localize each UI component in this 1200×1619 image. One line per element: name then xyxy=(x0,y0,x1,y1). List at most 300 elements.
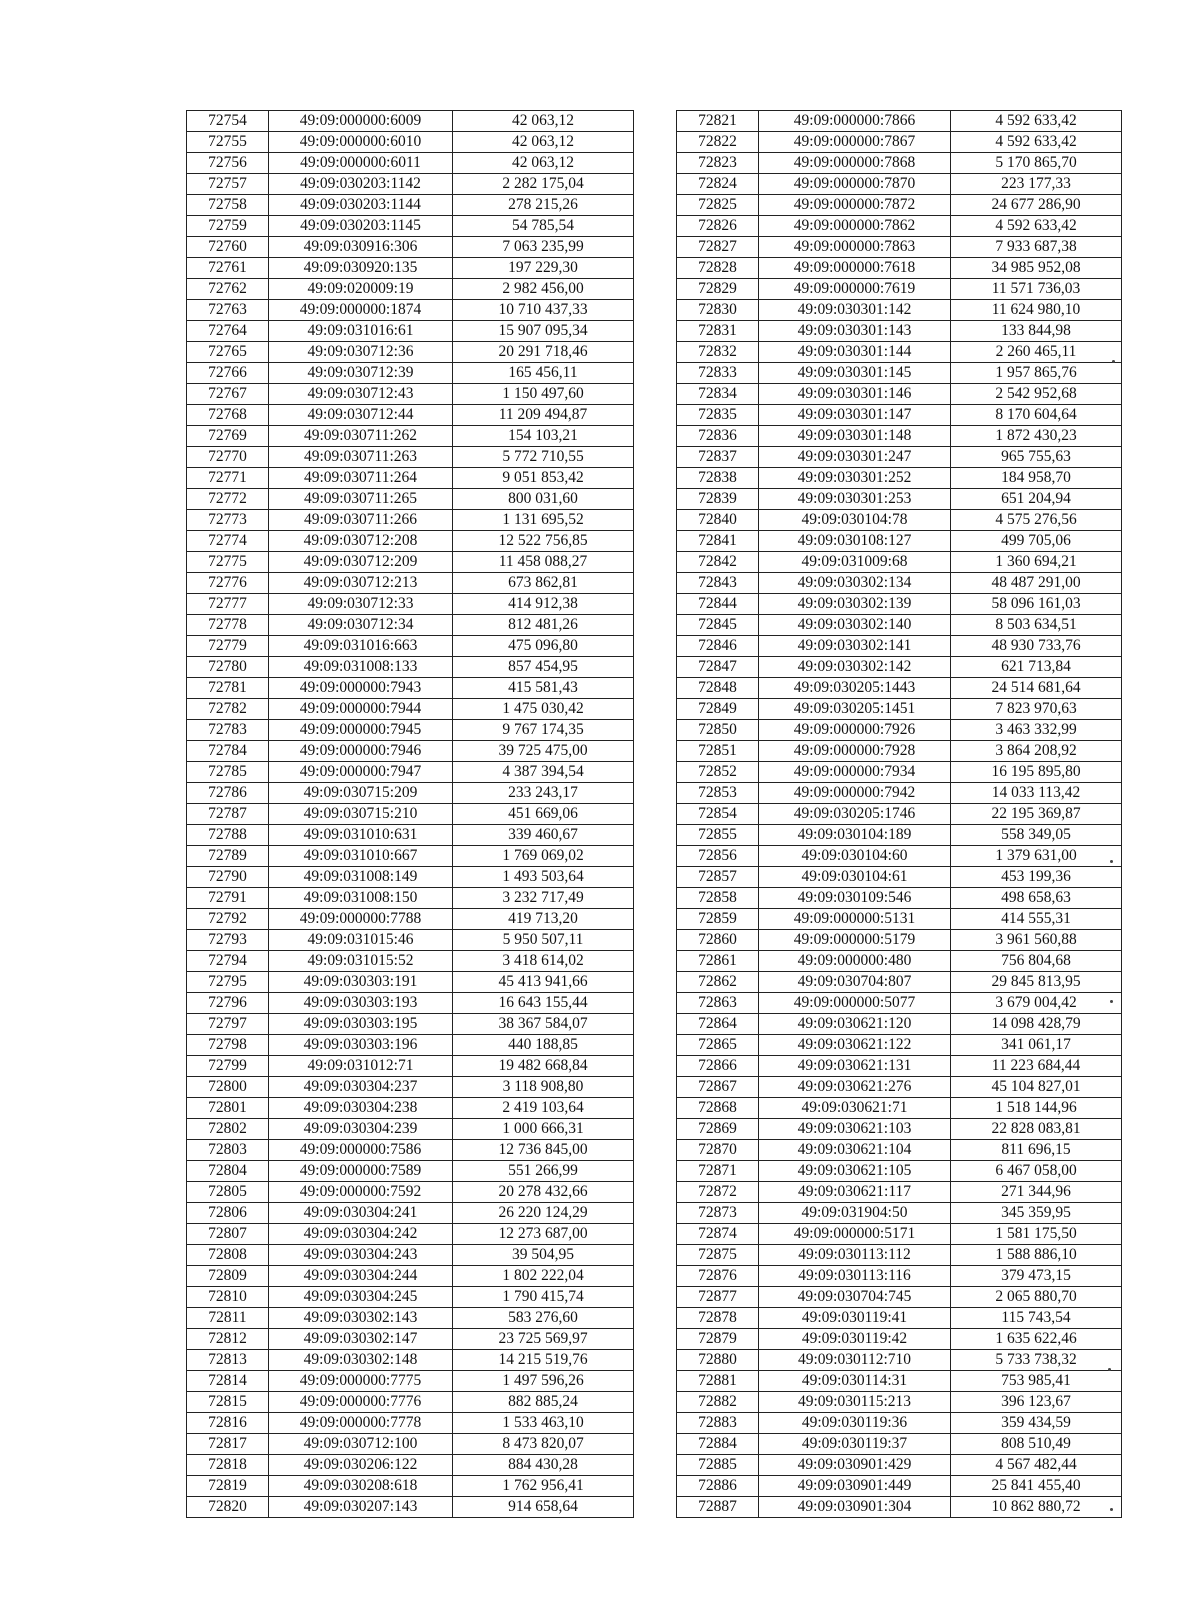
cadastral-value-cell: 1 131 695,52 xyxy=(453,510,634,531)
row-number-cell: 72804 xyxy=(187,1161,269,1182)
cadastral-value-cell: 3 463 332,99 xyxy=(951,720,1122,741)
table-row xyxy=(677,1056,1122,1077)
cadastral-value-cell: 3 232 717,49 xyxy=(453,888,634,909)
table-row xyxy=(677,468,1122,489)
cadastral-value-cell: 20 278 432,66 xyxy=(453,1182,634,1203)
row-number-cell: 72764 xyxy=(187,321,269,342)
cadastral-value-cell: 415 581,43 xyxy=(453,678,634,699)
cadastral-value-cell: 223 177,33 xyxy=(951,174,1122,195)
table-row xyxy=(187,405,634,426)
cadastral-value-cell: 551 266,99 xyxy=(453,1161,634,1182)
row-number-cell: 72830 xyxy=(677,300,759,321)
cadastral-value-cell: 12 522 756,85 xyxy=(453,531,634,552)
cadastral-value-cell: 5 772 710,55 xyxy=(453,447,634,468)
row-number-cell: 72801 xyxy=(187,1098,269,1119)
cadastral-number-cell: 49:09:000000:7862 xyxy=(759,216,951,237)
cadastral-number-cell: 49:09:030104:78 xyxy=(759,510,951,531)
cadastral-number-cell: 49:09:031008:133 xyxy=(269,657,453,678)
cadastral-number-cell: 49:09:030207:143 xyxy=(269,1497,453,1518)
cadastral-number-cell: 49:09:030303:196 xyxy=(269,1035,453,1056)
row-number-cell: 72882 xyxy=(677,1392,759,1413)
cadastral-value-cell: 5 733 738,32 xyxy=(951,1350,1122,1371)
table-row xyxy=(187,657,634,678)
row-number-cell: 72812 xyxy=(187,1329,269,1350)
cadastral-value-cell: 58 096 161,03 xyxy=(951,594,1122,615)
cadastral-value-cell: 800 031,60 xyxy=(453,489,634,510)
table-row xyxy=(677,1035,1122,1056)
cadastral-number-cell: 49:09:030621:104 xyxy=(759,1140,951,1161)
table-row xyxy=(677,699,1122,720)
table-row xyxy=(187,783,634,804)
cadastral-number-cell: 49:09:000000:7618 xyxy=(759,258,951,279)
cadastral-value-cell: 651 204,94 xyxy=(951,489,1122,510)
table-row xyxy=(677,426,1122,447)
cadastral-number-cell: 49:09:031010:667 xyxy=(269,846,453,867)
row-number-cell: 72759 xyxy=(187,216,269,237)
row-number-cell: 72755 xyxy=(187,132,269,153)
cadastral-number-cell: 49:09:000000:7947 xyxy=(269,762,453,783)
cadastral-value-cell: 1 957 865,76 xyxy=(951,363,1122,384)
table-row xyxy=(187,1329,634,1350)
cadastral-value-cell: 756 804,68 xyxy=(951,951,1122,972)
row-number-cell: 72788 xyxy=(187,825,269,846)
cadastral-value-cell: 2 542 952,68 xyxy=(951,384,1122,405)
cadastral-value-cell: 5 170 865,70 xyxy=(951,153,1122,174)
cadastral-value-cell: 48 930 733,76 xyxy=(951,636,1122,657)
cadastral-value-cell: 914 658,64 xyxy=(453,1497,634,1518)
table-row xyxy=(677,1077,1122,1098)
cadastral-value-cell: 115 743,54 xyxy=(951,1308,1122,1329)
row-number-cell: 72834 xyxy=(677,384,759,405)
cadastral-value-cell: 24 677 286,90 xyxy=(951,195,1122,216)
table-row xyxy=(677,237,1122,258)
cadastral-value-cell: 3 118 908,80 xyxy=(453,1077,634,1098)
cadastral-number-cell: 49:09:030205:1443 xyxy=(759,678,951,699)
table-row xyxy=(677,741,1122,762)
cadastral-value-cell: 197 229,30 xyxy=(453,258,634,279)
cadastral-value-cell: 12 736 845,00 xyxy=(453,1140,634,1161)
cadastral-value-cell: 1 000 666,31 xyxy=(453,1119,634,1140)
cadastral-number-cell: 49:09:000000:1874 xyxy=(269,300,453,321)
cadastral-value-cell: 20 291 718,46 xyxy=(453,342,634,363)
table-row xyxy=(187,1434,634,1455)
cadastral-number-cell: 49:09:030712:34 xyxy=(269,615,453,636)
row-number-cell: 72776 xyxy=(187,573,269,594)
table-row xyxy=(187,321,634,342)
cadastral-value-cell: 583 276,60 xyxy=(453,1308,634,1329)
table-row xyxy=(187,1476,634,1497)
cadastral-value-cell: 345 359,95 xyxy=(951,1203,1122,1224)
table-row xyxy=(677,951,1122,972)
table-row xyxy=(677,1455,1122,1476)
cadastral-number-cell: 49:09:030302:141 xyxy=(759,636,951,657)
row-number-cell: 72843 xyxy=(677,573,759,594)
cadastral-number-cell: 49:09:030205:1451 xyxy=(759,699,951,720)
cadastral-value-cell: 498 658,63 xyxy=(951,888,1122,909)
row-number-cell: 72778 xyxy=(187,615,269,636)
cadastral-value-cell: 4 575 276,56 xyxy=(951,510,1122,531)
table-row xyxy=(187,1413,634,1434)
row-number-cell: 72853 xyxy=(677,783,759,804)
table-row xyxy=(677,993,1122,1014)
row-number-cell: 72781 xyxy=(187,678,269,699)
table-row xyxy=(187,678,634,699)
cadastral-number-cell: 49:09:031008:150 xyxy=(269,888,453,909)
row-number-cell: 72866 xyxy=(677,1056,759,1077)
cadastral-value-cell: 16 195 895,80 xyxy=(951,762,1122,783)
table-row xyxy=(677,1266,1122,1287)
cadastral-number-cell: 49:09:030301:147 xyxy=(759,405,951,426)
cadastral-number-cell: 49:09:000000:7788 xyxy=(269,909,453,930)
cadastral-value-cell: 965 755,63 xyxy=(951,447,1122,468)
table-row xyxy=(187,342,634,363)
cadastral-number-cell: 49:09:030304:241 xyxy=(269,1203,453,1224)
cadastral-number-cell: 49:09:000000:7586 xyxy=(269,1140,453,1161)
table-row xyxy=(677,384,1122,405)
table-row xyxy=(187,1056,634,1077)
table-row xyxy=(677,363,1122,384)
cadastral-number-cell: 49:09:030704:807 xyxy=(759,972,951,993)
cadastral-value-cell: 1 518 144,96 xyxy=(951,1098,1122,1119)
cadastral-number-cell: 49:09:031008:149 xyxy=(269,867,453,888)
row-number-cell: 72777 xyxy=(187,594,269,615)
cadastral-number-cell: 49:09:030711:263 xyxy=(269,447,453,468)
cadastral-value-cell: 42 063,12 xyxy=(453,132,634,153)
cadastral-number-cell: 49:09:000000:7868 xyxy=(759,153,951,174)
cadastral-number-cell: 49:09:030711:265 xyxy=(269,489,453,510)
cadastral-number-cell: 49:09:030621:103 xyxy=(759,1119,951,1140)
row-number-cell: 72819 xyxy=(187,1476,269,1497)
cadastral-number-cell: 49:09:030208:618 xyxy=(269,1476,453,1497)
cadastral-number-cell: 49:09:030304:237 xyxy=(269,1077,453,1098)
cadastral-number-cell: 49:09:030301:145 xyxy=(759,363,951,384)
row-number-cell: 72785 xyxy=(187,762,269,783)
cadastral-number-cell: 49:09:030302:143 xyxy=(269,1308,453,1329)
cadastral-value-cell: 184 958,70 xyxy=(951,468,1122,489)
row-number-cell: 72780 xyxy=(187,657,269,678)
table-row xyxy=(187,1266,634,1287)
cadastral-number-cell: 49:09:030621:117 xyxy=(759,1182,951,1203)
cadastral-value-cell: 882 885,24 xyxy=(453,1392,634,1413)
table-row xyxy=(187,279,634,300)
cadastral-number-cell: 49:09:030302:139 xyxy=(759,594,951,615)
table-row xyxy=(677,1014,1122,1035)
row-number-cell: 72881 xyxy=(677,1371,759,1392)
cadastral-value-cell: 3 418 614,02 xyxy=(453,951,634,972)
cadastral-value-cell: 812 481,26 xyxy=(453,615,634,636)
cadastral-number-cell: 49:09:030712:44 xyxy=(269,405,453,426)
cadastral-number-cell: 49:09:000000:7945 xyxy=(269,720,453,741)
cadastral-number-cell: 49:09:030113:112 xyxy=(759,1245,951,1266)
row-number-cell: 72803 xyxy=(187,1140,269,1161)
cadastral-value-cell: 1 581 175,50 xyxy=(951,1224,1122,1245)
row-number-cell: 72860 xyxy=(677,930,759,951)
table-row xyxy=(187,489,634,510)
cadastral-number-cell: 49:09:030901:304 xyxy=(759,1497,951,1518)
row-number-cell: 72844 xyxy=(677,594,759,615)
table-row xyxy=(187,1455,634,1476)
table-row xyxy=(677,783,1122,804)
left-table-body xyxy=(187,111,634,1518)
cadastral-number-cell: 49:09:000000:7934 xyxy=(759,762,951,783)
table-row xyxy=(677,195,1122,216)
row-number-cell: 72821 xyxy=(677,111,759,132)
cadastral-value-cell: 39 504,95 xyxy=(453,1245,634,1266)
row-number-cell: 72818 xyxy=(187,1455,269,1476)
cadastral-number-cell: 49:09:000000:7589 xyxy=(269,1161,453,1182)
cadastral-value-cell: 811 696,15 xyxy=(951,1140,1122,1161)
cadastral-number-cell: 49:09:000000:7863 xyxy=(759,237,951,258)
cadastral-value-cell: 4 592 633,42 xyxy=(951,111,1122,132)
row-number-cell: 72864 xyxy=(677,1014,759,1035)
table-row xyxy=(677,1098,1122,1119)
row-number-cell: 72756 xyxy=(187,153,269,174)
table-row xyxy=(677,615,1122,636)
cadastral-value-cell: 9 051 853,42 xyxy=(453,468,634,489)
cadastral-value-cell: 396 123,67 xyxy=(951,1392,1122,1413)
cadastral-value-cell: 857 454,95 xyxy=(453,657,634,678)
row-number-cell: 72754 xyxy=(187,111,269,132)
cadastral-number-cell: 49:09:031016:61 xyxy=(269,321,453,342)
table-row xyxy=(187,1098,634,1119)
row-number-cell: 72793 xyxy=(187,930,269,951)
cadastral-number-cell: 49:09:030104:61 xyxy=(759,867,951,888)
row-number-cell: 72868 xyxy=(677,1098,759,1119)
cadastral-number-cell: 49:09:000000:7776 xyxy=(269,1392,453,1413)
table-row xyxy=(187,1350,634,1371)
cadastral-value-cell: 24 514 681,64 xyxy=(951,678,1122,699)
cadastral-value-cell: 884 430,28 xyxy=(453,1455,634,1476)
table-row xyxy=(187,573,634,594)
table-row xyxy=(187,132,634,153)
cadastral-value-cell: 621 713,84 xyxy=(951,657,1122,678)
row-number-cell: 72825 xyxy=(677,195,759,216)
row-number-cell: 72771 xyxy=(187,468,269,489)
cadastral-number-cell: 49:09:030104:189 xyxy=(759,825,951,846)
cadastral-value-cell: 3 864 208,92 xyxy=(951,741,1122,762)
table-row xyxy=(187,426,634,447)
cadastral-number-cell: 49:09:000000:7867 xyxy=(759,132,951,153)
row-number-cell: 72768 xyxy=(187,405,269,426)
table-row xyxy=(677,132,1122,153)
cadastral-value-cell: 753 985,41 xyxy=(951,1371,1122,1392)
cadastral-number-cell: 49:09:000000:7592 xyxy=(269,1182,453,1203)
table-row xyxy=(677,1308,1122,1329)
cadastral-value-cell: 1 769 069,02 xyxy=(453,846,634,867)
row-number-cell: 72811 xyxy=(187,1308,269,1329)
cadastral-number-cell: 49:09:030303:191 xyxy=(269,972,453,993)
row-number-cell: 72806 xyxy=(187,1203,269,1224)
row-number-cell: 72789 xyxy=(187,846,269,867)
cadastral-value-cell: 1 150 497,60 xyxy=(453,384,634,405)
scan-speck xyxy=(1110,1508,1113,1511)
cadastral-value-cell: 1 802 222,04 xyxy=(453,1266,634,1287)
row-number-cell: 72814 xyxy=(187,1371,269,1392)
cadastral-number-cell: 49:09:030301:144 xyxy=(759,342,951,363)
cadastral-number-cell: 49:09:000000:7946 xyxy=(269,741,453,762)
cadastral-number-cell: 49:09:030203:1142 xyxy=(269,174,453,195)
cadastral-value-cell: 2 260 465,11 xyxy=(951,342,1122,363)
table-row xyxy=(187,951,634,972)
cadastral-number-cell: 49:09:030304:238 xyxy=(269,1098,453,1119)
cadastral-number-cell: 49:09:000000:5077 xyxy=(759,993,951,1014)
table-row xyxy=(677,1350,1122,1371)
table-row xyxy=(677,552,1122,573)
cadastral-number-cell: 49:09:030301:142 xyxy=(759,300,951,321)
row-number-cell: 72794 xyxy=(187,951,269,972)
row-number-cell: 72883 xyxy=(677,1413,759,1434)
row-number-cell: 72791 xyxy=(187,888,269,909)
cadastral-value-cell: 4 567 482,44 xyxy=(951,1455,1122,1476)
row-number-cell: 72841 xyxy=(677,531,759,552)
scan-speck xyxy=(1108,1368,1111,1371)
table-row xyxy=(677,216,1122,237)
cadastral-value-cell: 22 828 083,81 xyxy=(951,1119,1122,1140)
cadastral-number-cell: 49:09:030901:449 xyxy=(759,1476,951,1497)
cadastral-number-cell: 49:09:000000:7944 xyxy=(269,699,453,720)
table-row xyxy=(187,1497,634,1518)
row-number-cell: 72757 xyxy=(187,174,269,195)
cadastral-number-cell: 49:09:000000:7928 xyxy=(759,741,951,762)
cadastral-number-cell: 49:09:031010:631 xyxy=(269,825,453,846)
cadastral-number-cell: 49:09:031012:71 xyxy=(269,1056,453,1077)
row-number-cell: 72855 xyxy=(677,825,759,846)
cadastral-value-cell: 379 473,15 xyxy=(951,1266,1122,1287)
cadastral-number-cell: 49:09:030712:39 xyxy=(269,363,453,384)
cadastral-value-cell: 26 220 124,29 xyxy=(453,1203,634,1224)
row-number-cell: 72799 xyxy=(187,1056,269,1077)
cadastral-number-cell: 49:09:031904:50 xyxy=(759,1203,951,1224)
cadastral-value-cell: 1 790 415,74 xyxy=(453,1287,634,1308)
row-number-cell: 72862 xyxy=(677,972,759,993)
cadastral-value-cell: 8 170 604,64 xyxy=(951,405,1122,426)
cadastral-value-cell: 6 467 058,00 xyxy=(951,1161,1122,1182)
table-row xyxy=(677,405,1122,426)
cadastral-value-cell: 11 458 088,27 xyxy=(453,552,634,573)
row-number-cell: 72879 xyxy=(677,1329,759,1350)
cadastral-value-cell: 154 103,21 xyxy=(453,426,634,447)
cadastral-number-cell: 49:09:030304:243 xyxy=(269,1245,453,1266)
cadastral-value-cell: 4 592 633,42 xyxy=(951,132,1122,153)
cadastral-number-cell: 49:09:030621:71 xyxy=(759,1098,951,1119)
table-row xyxy=(677,321,1122,342)
table-row xyxy=(187,1182,634,1203)
cadastral-number-cell: 49:09:030302:147 xyxy=(269,1329,453,1350)
row-number-cell: 72849 xyxy=(677,699,759,720)
row-number-cell: 72809 xyxy=(187,1266,269,1287)
cadastral-number-cell: 49:09:030119:42 xyxy=(759,1329,951,1350)
table-row xyxy=(677,1371,1122,1392)
table-row xyxy=(677,657,1122,678)
cadastral-value-cell: 2 282 175,04 xyxy=(453,174,634,195)
table-row xyxy=(187,258,634,279)
cadastral-value-cell: 14 033 113,42 xyxy=(951,783,1122,804)
table-row xyxy=(677,174,1122,195)
cadastral-value-cell: 54 785,54 xyxy=(453,216,634,237)
row-number-cell: 72826 xyxy=(677,216,759,237)
cadastral-number-cell: 49:09:000000:5171 xyxy=(759,1224,951,1245)
table-row xyxy=(187,615,634,636)
row-number-cell: 72848 xyxy=(677,678,759,699)
row-number-cell: 72815 xyxy=(187,1392,269,1413)
cadastral-number-cell: 49:09:030301:252 xyxy=(759,468,951,489)
row-number-cell: 72875 xyxy=(677,1245,759,1266)
cadastral-number-cell: 49:09:000000:7866 xyxy=(759,111,951,132)
table-row xyxy=(187,447,634,468)
table-row xyxy=(677,573,1122,594)
cadastral-number-cell: 49:09:030302:142 xyxy=(759,657,951,678)
table-row xyxy=(677,489,1122,510)
cadastral-value-cell: 419 713,20 xyxy=(453,909,634,930)
cadastral-value-cell: 25 841 455,40 xyxy=(951,1476,1122,1497)
cadastral-value-cell: 42 063,12 xyxy=(453,111,634,132)
row-number-cell: 72876 xyxy=(677,1266,759,1287)
row-number-cell: 72767 xyxy=(187,384,269,405)
row-number-cell: 72854 xyxy=(677,804,759,825)
table-row xyxy=(187,531,634,552)
cadastral-number-cell: 49:09:000000:7870 xyxy=(759,174,951,195)
row-number-cell: 72857 xyxy=(677,867,759,888)
row-number-cell: 72847 xyxy=(677,657,759,678)
table-row xyxy=(187,1392,634,1413)
row-number-cell: 72840 xyxy=(677,510,759,531)
cadastral-value-cell: 673 862,81 xyxy=(453,573,634,594)
row-number-cell: 72880 xyxy=(677,1350,759,1371)
table-row xyxy=(187,825,634,846)
cadastral-number-cell: 49:09:030712:213 xyxy=(269,573,453,594)
table-row xyxy=(677,1140,1122,1161)
cadastral-value-cell: 165 456,11 xyxy=(453,363,634,384)
table-row xyxy=(187,888,634,909)
table-row xyxy=(677,1476,1122,1497)
table-row xyxy=(677,111,1122,132)
table-row xyxy=(187,594,634,615)
row-number-cell: 72861 xyxy=(677,951,759,972)
table-row xyxy=(187,1203,634,1224)
cadastral-number-cell: 49:09:030621:120 xyxy=(759,1014,951,1035)
table-row xyxy=(187,972,634,993)
cadastral-number-cell: 49:09:000000:7926 xyxy=(759,720,951,741)
row-number-cell: 72858 xyxy=(677,888,759,909)
table-row xyxy=(677,1161,1122,1182)
cadastral-value-cell: 499 705,06 xyxy=(951,531,1122,552)
cadastral-number-cell: 49:09:000000:7872 xyxy=(759,195,951,216)
table-row xyxy=(677,1245,1122,1266)
table-row xyxy=(187,216,634,237)
cadastral-number-cell: 49:09:031016:663 xyxy=(269,636,453,657)
cadastral-value-cell: 22 195 369,87 xyxy=(951,804,1122,825)
cadastral-value-cell: 1 379 631,00 xyxy=(951,846,1122,867)
cadastral-number-cell: 49:09:020009:19 xyxy=(269,279,453,300)
table-row xyxy=(677,846,1122,867)
table-row xyxy=(677,1413,1122,1434)
cadastral-number-cell: 49:09:030113:116 xyxy=(759,1266,951,1287)
cadastral-number-cell: 49:09:030109:546 xyxy=(759,888,951,909)
cadastral-value-cell: 16 643 155,44 xyxy=(453,993,634,1014)
row-number-cell: 72762 xyxy=(187,279,269,300)
row-number-cell: 72810 xyxy=(187,1287,269,1308)
table-row xyxy=(677,300,1122,321)
row-number-cell: 72784 xyxy=(187,741,269,762)
cadastral-value-cell: 1 762 956,41 xyxy=(453,1476,634,1497)
cadastral-number-cell: 49:09:030206:122 xyxy=(269,1455,453,1476)
table-row xyxy=(677,1329,1122,1350)
table-row xyxy=(677,1434,1122,1455)
cadastral-value-cell: 15 907 095,34 xyxy=(453,321,634,342)
cadastral-number-cell: 49:09:030712:36 xyxy=(269,342,453,363)
row-number-cell: 72783 xyxy=(187,720,269,741)
table-row xyxy=(677,1203,1122,1224)
